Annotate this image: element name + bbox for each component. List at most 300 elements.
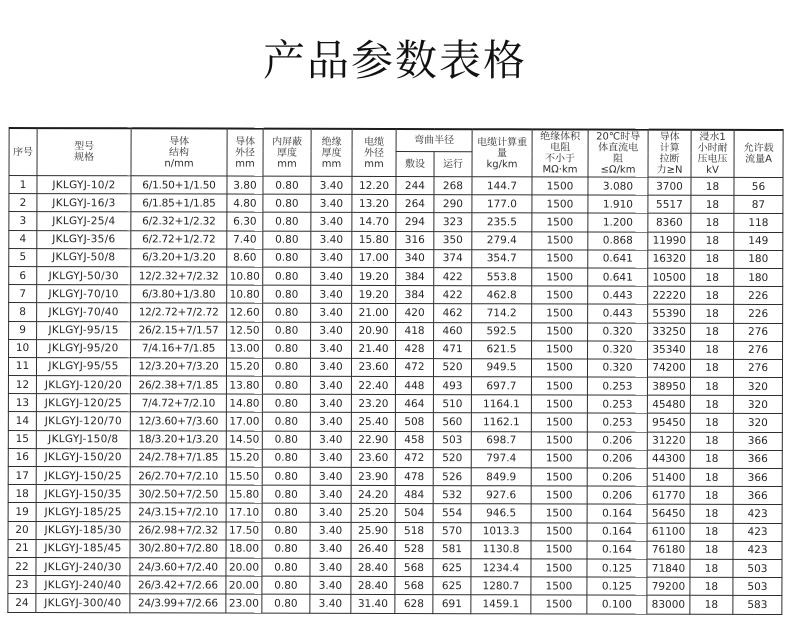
cell-conductor: 6/1.85+1/1.85 [131, 194, 227, 212]
cell-no: 17 [8, 466, 36, 484]
cell-no: 13 [8, 394, 36, 412]
cell-dc-resistance: 0.125 [587, 559, 647, 577]
header-bend-radius: 弯曲半径 [396, 129, 472, 152]
cell-shield-thickness: 0.80 [263, 322, 311, 340]
table-row [9, 212, 783, 232]
cell-conductor: 26/2.15+7/1.57 [131, 321, 227, 339]
cell-no: 18 [8, 485, 36, 503]
cell-dc-resistance: 0.320 [587, 359, 647, 377]
cell-model: JKLGYJ-240/30 [36, 557, 130, 575]
table-row [8, 521, 782, 541]
cell-conductor-od: 14.80 [226, 394, 262, 412]
cell-breaking-force: 16320 [648, 250, 691, 268]
cell-ampacity: 87 [734, 196, 783, 214]
cell-immersion-voltage: 18 [690, 596, 733, 614]
cell-breaking-force: 61770 [647, 486, 690, 504]
cell-bend-running: 350 [434, 231, 472, 249]
cell-insulation-thickness: 3.40 [310, 558, 351, 576]
cell-insulation-thickness: 3.40 [311, 267, 352, 285]
cell-conductor-od: 17.10 [226, 503, 262, 521]
cell-breaking-force: 95450 [647, 414, 690, 432]
cell-immersion-voltage: 18 [690, 450, 733, 468]
cell-cable-od: 23.60 [351, 358, 395, 376]
cell-no: 20 [8, 521, 36, 539]
table-row [8, 539, 782, 559]
cell-immersion-voltage: 18 [690, 468, 733, 486]
cell-conductor-od: 10.80 [227, 285, 263, 303]
cell-weight: 698.7 [471, 431, 531, 449]
cell-insulation-thickness: 3.40 [311, 231, 352, 249]
cell-conductor: 26/2.98+7/2.32 [130, 521, 226, 539]
table-row [8, 376, 782, 396]
cell-insulation-resistance: 1500 [531, 541, 587, 559]
cell-ampacity: 320 [733, 414, 782, 432]
cell-conductor: 30/2.80+7/2.80 [130, 540, 226, 558]
cell-ampacity: 149 [734, 232, 783, 250]
cell-ampacity: 503 [733, 578, 782, 596]
cell-shield-thickness: 0.80 [262, 576, 310, 594]
cell-ampacity: 503 [733, 559, 782, 577]
cell-weight: 144.7 [472, 177, 532, 195]
cell-insulation-resistance: 1500 [531, 377, 587, 395]
cell-weight: 1459.1 [471, 595, 531, 613]
page-title: 产品参数表格 [262, 36, 527, 85]
cell-bend-running: 532 [433, 486, 471, 504]
header-weight: 电缆计算重量 kg/km [472, 129, 532, 177]
cell-weight: 621.5 [472, 340, 532, 358]
product-spec-table [7, 127, 783, 615]
cell-ampacity: 276 [734, 341, 783, 359]
cell-model: JKLGYJ-150/25 [36, 467, 130, 485]
cell-bend-laying: 316 [396, 231, 434, 249]
cell-dc-resistance: 0.253 [587, 413, 647, 431]
cell-bend-running: 554 [433, 504, 471, 522]
cell-insulation-resistance: 1500 [531, 595, 587, 613]
cell-bend-laying: 428 [396, 340, 434, 358]
cell-breaking-force: 31220 [647, 432, 690, 450]
table-row [8, 394, 782, 414]
cell-conductor: 24/2.78+7/1.85 [130, 449, 226, 467]
cell-shield-thickness: 0.80 [263, 340, 311, 358]
cell-conductor-od: 15.50 [226, 467, 262, 485]
header-shield-thickness: 内屏蔽 厚度 mm [263, 129, 311, 177]
cell-conductor-od: 17.50 [226, 522, 262, 540]
cell-bend-laying: 384 [396, 267, 434, 285]
cell-insulation-resistance: 1500 [531, 559, 587, 577]
cell-weight: 1280.7 [471, 577, 531, 595]
table-row [8, 503, 782, 523]
cell-insulation-thickness: 3.40 [310, 358, 351, 376]
cell-immersion-voltage: 18 [691, 177, 734, 195]
cell-conductor: 7/4.16+7/1.85 [131, 339, 227, 357]
table-row [9, 230, 783, 250]
cell-bend-running: 510 [433, 395, 471, 413]
cell-cable-od: 25.90 [351, 522, 395, 540]
cell-ampacity: 583 [733, 596, 782, 614]
cell-bend-laying: 472 [395, 358, 433, 376]
cell-insulation-thickness: 3.40 [311, 194, 352, 212]
header-insulation-resistance: 绝缘体积 电阻 不小于 MΩ·km [532, 129, 588, 177]
cell-cable-od: 28.40 [351, 558, 395, 576]
cell-dc-resistance: 0.206 [587, 468, 647, 486]
cell-bend-laying: 448 [395, 377, 433, 395]
cell-no: 9 [9, 321, 37, 339]
cell-bend-running: 691 [433, 595, 471, 613]
cell-breaking-force: 56450 [647, 505, 690, 523]
cell-no: 12 [8, 376, 36, 394]
cell-immersion-voltage: 18 [691, 214, 734, 232]
cell-ampacity: 320 [733, 377, 782, 395]
cell-bend-laying: 384 [396, 286, 434, 304]
cell-bend-running: 625 [433, 559, 471, 577]
cell-dc-resistance: 0.253 [587, 395, 647, 413]
cell-cable-od: 23.20 [351, 395, 395, 413]
cell-bend-running: 503 [433, 431, 471, 449]
header-bend-laying: 敷设 [396, 152, 434, 177]
cell-insulation-resistance: 1500 [532, 304, 588, 322]
cell-insulation-thickness: 3.40 [311, 176, 352, 194]
cell-bend-laying: 504 [395, 504, 433, 522]
table-row [8, 594, 782, 614]
cell-shield-thickness: 0.80 [262, 467, 310, 485]
cell-bend-running: 520 [433, 449, 471, 467]
cell-insulation-resistance: 1500 [532, 286, 588, 304]
cell-conductor: 6/1.50+1/1.50 [131, 176, 227, 194]
header-insulation-thickness: 绝缘 厚度 mm [311, 129, 352, 177]
cell-ampacity: 56 [734, 177, 783, 195]
cell-conductor: 24/3.15+7/2.10 [130, 503, 226, 521]
cell-insulation-resistance: 1500 [532, 213, 588, 231]
cell-dc-resistance: 3.080 [588, 177, 648, 195]
cell-ampacity: 118 [734, 214, 783, 232]
cell-immersion-voltage: 18 [691, 232, 734, 250]
cell-immersion-voltage: 18 [690, 414, 733, 432]
table-row [9, 339, 783, 359]
cell-insulation-thickness: 3.40 [310, 376, 351, 394]
cell-bend-running: 570 [433, 522, 471, 540]
cell-no: 22 [8, 557, 36, 575]
cell-immersion-voltage: 18 [690, 359, 733, 377]
cell-cable-od: 25.20 [351, 504, 395, 522]
cell-shield-thickness: 0.80 [263, 267, 311, 285]
cell-model: JKLGYJ-35/6 [37, 230, 131, 248]
table-row [8, 430, 782, 450]
cell-model: JKLGYJ-300/40 [36, 594, 130, 612]
cell-ampacity: 423 [733, 523, 782, 541]
cell-no: 3 [9, 212, 37, 230]
cell-insulation-thickness: 3.40 [310, 449, 351, 467]
table-row [8, 485, 782, 505]
cell-bend-laying: 472 [395, 449, 433, 467]
cell-insulation-resistance: 1500 [532, 231, 588, 249]
cell-model: JKLGYJ-95/20 [37, 339, 131, 357]
cell-dc-resistance: 0.100 [587, 595, 647, 613]
cell-insulation-thickness: 3.40 [310, 595, 351, 613]
cell-conductor: 6/3.20+1/3.20 [131, 249, 227, 267]
cell-insulation-thickness: 3.40 [310, 540, 351, 558]
cell-immersion-voltage: 18 [691, 323, 734, 341]
cell-breaking-force: 44300 [647, 450, 690, 468]
cell-insulation-resistance: 1500 [532, 322, 588, 340]
cell-weight: 714.2 [472, 304, 532, 322]
cell-cable-od: 15.80 [352, 231, 396, 249]
cell-conductor-od: 18.00 [226, 540, 262, 558]
cell-dc-resistance: 0.641 [588, 250, 648, 268]
cell-immersion-voltage: 18 [691, 195, 734, 213]
header-immersion-voltage: 浸水1 小时耐 压电压 kV [691, 130, 734, 178]
cell-insulation-resistance: 1500 [532, 195, 588, 213]
cell-cable-od: 31.40 [351, 595, 395, 613]
cell-model: JKLGYJ-240/40 [36, 576, 130, 594]
cell-ampacity: 226 [734, 287, 783, 305]
header-bend-running: 运行 [434, 152, 472, 177]
cell-shield-thickness: 0.80 [262, 485, 310, 503]
cell-immersion-voltage: 18 [691, 341, 734, 359]
cell-bend-running: 460 [434, 322, 472, 340]
cell-breaking-force: 45480 [647, 395, 690, 413]
cell-bend-running: 625 [433, 577, 471, 595]
cell-no: 1 [9, 175, 37, 193]
cell-insulation-resistance: 1500 [531, 413, 587, 431]
cell-cable-od: 23.60 [351, 449, 395, 467]
cell-weight: 946.5 [471, 504, 531, 522]
cell-insulation-thickness: 3.40 [311, 285, 352, 303]
cell-bend-laying: 464 [395, 395, 433, 413]
cell-shield-thickness: 0.80 [263, 176, 311, 194]
cell-immersion-voltage: 18 [690, 577, 733, 595]
cell-model: JKLGYJ-150/35 [36, 485, 130, 503]
cell-weight: 1162.1 [471, 413, 531, 431]
cell-ampacity: 366 [733, 432, 782, 450]
cell-no: 14 [8, 412, 36, 430]
cell-no: 5 [9, 248, 37, 266]
cell-bend-running: 268 [434, 177, 472, 195]
cell-insulation-resistance: 1500 [531, 522, 587, 540]
cell-conductor-od: 13.80 [226, 376, 262, 394]
cell-ampacity: 226 [734, 305, 783, 323]
cell-insulation-thickness: 3.40 [310, 522, 351, 540]
table-row [9, 248, 783, 268]
cell-dc-resistance: 0.206 [587, 450, 647, 468]
cell-breaking-force: 79200 [647, 577, 690, 595]
cell-weight: 927.6 [471, 486, 531, 504]
cell-conductor: 7/4.72+7/2.10 [130, 394, 226, 412]
cell-bend-laying: 484 [395, 486, 433, 504]
cell-breaking-force: 8360 [648, 214, 691, 232]
cell-bend-laying: 264 [396, 195, 434, 213]
cell-insulation-resistance: 1500 [532, 177, 588, 195]
cell-conductor-od: 15.20 [226, 358, 262, 376]
cell-shield-thickness: 0.80 [262, 376, 310, 394]
cell-conductor: 6/2.72+1/2.72 [131, 230, 227, 248]
cell-bend-running: 493 [433, 377, 471, 395]
table-row [8, 557, 782, 577]
header-conductor-od: 导体 外径 mm [227, 129, 263, 177]
cell-breaking-force: 76180 [647, 541, 690, 559]
cell-weight: 553.8 [472, 268, 532, 286]
cell-breaking-force: 5517 [648, 195, 691, 213]
header-model: 型号 规格 [37, 128, 131, 176]
cell-ampacity: 180 [734, 268, 783, 286]
cell-model: JKLGYJ-70/10 [37, 285, 131, 303]
cell-bend-running: 526 [433, 468, 471, 486]
cell-cable-od: 19.20 [352, 267, 396, 285]
cell-ampacity: 276 [734, 323, 783, 341]
cell-bend-laying: 518 [395, 522, 433, 540]
cell-weight: 354.7 [472, 249, 532, 267]
cell-insulation-thickness: 3.40 [311, 340, 352, 358]
cell-no: 8 [9, 303, 37, 321]
table-row [8, 466, 782, 486]
cell-no: 2 [9, 194, 37, 212]
cell-dc-resistance: 0.253 [587, 377, 647, 395]
cell-cable-od: 22.40 [351, 376, 395, 394]
table-row [9, 194, 783, 214]
cell-conductor-od: 15.20 [226, 449, 262, 467]
header-cable-od: 电缆 外径 mm [352, 129, 396, 177]
cell-cable-od: 21.40 [352, 340, 396, 358]
header-dc-resistance: 20℃时导 体直流电 阻 ≤Ω/km [588, 130, 648, 178]
cell-dc-resistance: 0.443 [588, 304, 648, 322]
cell-shield-thickness: 0.80 [262, 594, 310, 612]
cell-conductor-od: 23.00 [226, 594, 262, 612]
cell-dc-resistance: 0.206 [587, 486, 647, 504]
cell-conductor: 30/2.50+7/2.50 [130, 485, 226, 503]
cell-bend-laying: 340 [396, 249, 434, 267]
cell-immersion-voltage: 18 [691, 250, 734, 268]
cell-shield-thickness: 0.80 [263, 213, 311, 231]
cell-bend-running: 581 [433, 540, 471, 558]
cell-model: JKLGYJ-10/2 [37, 176, 131, 194]
cell-ampacity: 366 [733, 450, 782, 468]
cell-weight: 697.7 [471, 377, 531, 395]
cell-conductor-od: 15.80 [226, 485, 262, 503]
cell-bend-laying: 528 [395, 540, 433, 558]
cell-immersion-voltage: 18 [691, 286, 734, 304]
cell-bend-laying: 244 [396, 177, 434, 195]
cell-bend-laying: 568 [395, 577, 433, 595]
cell-insulation-resistance: 1500 [531, 486, 587, 504]
cell-conductor: 24/3.60+7/2.40 [130, 558, 226, 576]
cell-ampacity: 366 [733, 487, 782, 505]
cell-dc-resistance: 0.164 [587, 523, 647, 541]
cell-conductor: 26/2.70+7/2.10 [130, 467, 226, 485]
cell-cable-od: 26.40 [351, 540, 395, 558]
cell-conductor-od: 3.80 [227, 176, 263, 194]
cell-no: 24 [8, 594, 36, 612]
cell-immersion-voltage: 18 [690, 559, 733, 577]
cell-no: 16 [8, 448, 36, 466]
cell-no: 7 [9, 285, 37, 303]
cell-insulation-resistance: 1500 [531, 431, 587, 449]
cell-bend-laying: 628 [395, 595, 433, 613]
cell-conductor: 12/2.32+7/2.32 [131, 267, 227, 285]
cell-insulation-thickness: 3.40 [310, 504, 351, 522]
table-row [8, 357, 782, 377]
cell-insulation-resistance: 1500 [531, 577, 587, 595]
cell-conductor: 6/2.32+1/2.32 [131, 212, 227, 230]
cell-breaking-force: 71840 [647, 559, 690, 577]
cell-shield-thickness: 0.80 [262, 540, 310, 558]
cell-shield-thickness: 0.80 [262, 431, 310, 449]
cell-ampacity: 276 [733, 359, 782, 377]
cell-immersion-voltage: 18 [690, 486, 733, 504]
cell-conductor: 6/3.80+1/3.80 [131, 285, 227, 303]
cell-conductor-od: 6.30 [227, 212, 263, 230]
header-ampacity: 允许载 流量A [734, 130, 783, 178]
cell-no: 23 [8, 576, 36, 594]
cell-insulation-resistance: 1500 [531, 468, 587, 486]
cell-ampacity: 180 [734, 250, 783, 268]
cell-weight: 849.9 [471, 468, 531, 486]
cell-bend-laying: 418 [396, 322, 434, 340]
cell-no: 19 [8, 503, 36, 521]
cell-bend-laying: 294 [396, 213, 434, 231]
cell-bend-running: 323 [434, 213, 472, 231]
table-row [9, 175, 783, 195]
cell-immersion-voltage: 18 [690, 523, 733, 541]
cell-bend-laying: 478 [395, 468, 433, 486]
cell-dc-resistance: 1.200 [588, 213, 648, 231]
cell-weight: 1013.3 [471, 522, 531, 540]
cell-immersion-voltage: 18 [690, 541, 733, 559]
cell-insulation-thickness: 3.40 [310, 395, 351, 413]
cell-model: JKLGYJ-25/4 [37, 212, 131, 230]
cell-conductor-od: 4.80 [227, 194, 263, 212]
cell-dc-resistance: 1.910 [588, 195, 648, 213]
cell-cable-od: 28.40 [351, 577, 395, 595]
cell-model: JKLGYJ-95/55 [36, 357, 130, 375]
cell-bend-running: 471 [434, 340, 472, 358]
cell-weight: 1164.1 [471, 395, 531, 413]
cell-conductor-od: 20.00 [226, 576, 262, 594]
table-row [9, 266, 783, 286]
cell-weight: 1234.4 [471, 559, 531, 577]
table-row [9, 303, 783, 323]
cell-cable-od: 20.90 [352, 322, 396, 340]
cell-cable-od: 24.20 [351, 486, 395, 504]
cell-shield-thickness: 0.80 [262, 394, 310, 412]
cell-insulation-thickness: 3.40 [310, 467, 351, 485]
cell-immersion-voltage: 18 [691, 268, 734, 286]
cell-bend-running: 560 [433, 413, 471, 431]
cell-cable-od: 25.40 [351, 413, 395, 431]
cell-shield-thickness: 0.80 [262, 522, 310, 540]
cell-conductor-od: 10.80 [227, 267, 263, 285]
cell-model: JKLGYJ-95/15 [37, 321, 131, 339]
cell-conductor: 18/3.20+1/3.20 [130, 430, 226, 448]
cell-model: JKLGYJ-120/20 [36, 376, 130, 394]
cell-dc-resistance: 0.206 [587, 432, 647, 450]
cell-conductor: 26/2.38+7/1.85 [130, 376, 226, 394]
table-row [9, 321, 783, 341]
cell-breaking-force: 51400 [647, 468, 690, 486]
cell-insulation-resistance: 1500 [532, 268, 588, 286]
cell-insulation-resistance: 1500 [531, 450, 587, 468]
cell-shield-thickness: 0.80 [263, 249, 311, 267]
cell-breaking-force: 10500 [648, 268, 691, 286]
cell-weight: 949.5 [471, 359, 531, 377]
cell-conductor-od: 12.50 [227, 322, 263, 340]
cell-conductor-od: 7.40 [227, 231, 263, 249]
cell-immersion-voltage: 18 [690, 432, 733, 450]
cell-cable-od: 12.20 [352, 176, 396, 194]
cell-bend-running: 374 [434, 249, 472, 267]
cell-model: JKLGYJ-16/3 [37, 194, 131, 212]
cell-immersion-voltage: 18 [690, 377, 733, 395]
cell-insulation-resistance: 1500 [531, 504, 587, 522]
cell-bend-running: 422 [434, 286, 472, 304]
